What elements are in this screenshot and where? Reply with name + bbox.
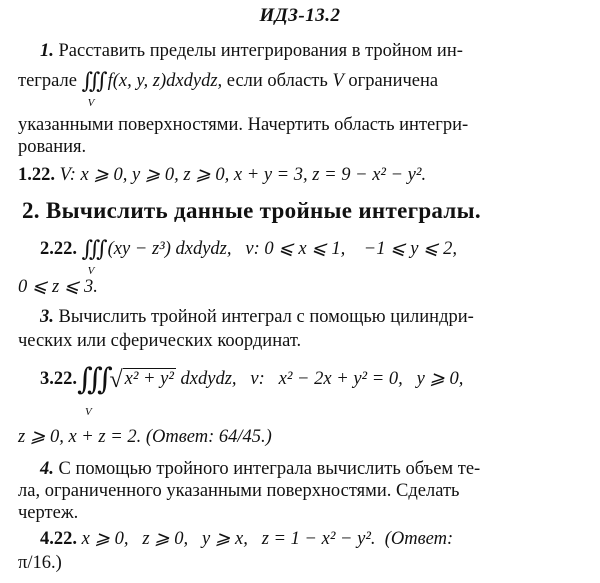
- variant3-region-label: v:: [250, 369, 265, 389]
- variant4-answer-post: π/16.): [18, 553, 62, 573]
- task1-text-line2-pre: теграле: [18, 71, 77, 91]
- integral-region-subscript: V: [87, 265, 95, 277]
- variant2-cond-x: v: 0 ⩽ x ⩽ 1,: [245, 239, 346, 259]
- variant4-formula: x ⩾ 0, z ⩾ 0, y ⩾ x, z = 1 − x² − y².: [81, 529, 376, 549]
- task4-text-line1: С помощью тройного интеграла вычислить объем те-: [58, 459, 481, 479]
- variant3-row: [40, 363, 588, 418]
- triple-integral-symbol: ∭ V: [77, 367, 103, 393]
- triple-integral-symbol: ∭ V: [82, 68, 102, 94]
- task2-number: 2.: [22, 198, 40, 223]
- task2-heading: [22, 198, 588, 224]
- triple-integral-symbol: ∭ V: [82, 236, 102, 262]
- task1-line4: рования.: [18, 137, 87, 157]
- task2-text: Вычислить данные тройные интегралы.: [45, 198, 481, 223]
- variant2-label: 2.22.: [40, 239, 77, 259]
- variant1-label: 1.22.: [18, 165, 55, 185]
- variant3-label: 3.22.: [40, 369, 77, 389]
- task3-line1: [18, 304, 584, 330]
- variant4-row: [40, 526, 588, 552]
- variant3-line2: [18, 424, 584, 450]
- task4-line3: чертеж.: [18, 503, 79, 523]
- task1-number: 1.: [40, 41, 54, 61]
- integral-region-subscript: V: [85, 406, 92, 418]
- task3-text-line1: Вычислить тройной интеграл с помощью цилиндри-: [58, 307, 474, 327]
- variant3-answer: (Ответ: 64/45.): [145, 427, 272, 447]
- task1-region-var: V: [332, 71, 344, 91]
- variant3-cond-z: z ⩾ 0, x + z = 2.: [18, 427, 142, 447]
- square-root: √ x² + y²: [109, 367, 174, 393]
- task3-number: 3.: [40, 307, 54, 327]
- variant2-row: [40, 236, 588, 277]
- variant4-answer-line: [18, 550, 584, 576]
- task4-number: 4.: [40, 459, 54, 479]
- variant2-integrand: (xy − z³) dxdydz,: [107, 239, 232, 259]
- task1-text-line1: Расставить пределы интегрирования в тройном ин-: [58, 41, 463, 61]
- task1-integrand: f(x, y, z)dxdydz,: [107, 71, 223, 91]
- variant1-row: [18, 162, 584, 188]
- task3-line2: ческих или сферических координат.: [18, 331, 302, 351]
- integral-region-subscript: V: [87, 97, 95, 109]
- task1-text-line2-post: если область: [226, 71, 328, 91]
- sqrt-content: x² + y²: [124, 369, 174, 389]
- variant2-cond-z: [18, 274, 584, 300]
- variant1-formula: V: x ⩾ 0, y ⩾ 0, z ⩾ 0, x + y = 3, z = 9 − x² − y².: [59, 165, 427, 185]
- task1-line1: [18, 38, 584, 64]
- variant2-cond-z-text: 0 ⩽ z ⩽ 3.: [18, 277, 98, 297]
- task1-text-line2-end: ограничена: [348, 71, 439, 91]
- document-title: ИДЗ-13.2: [259, 5, 341, 26]
- variant4-answer-pre: (Ответ:: [384, 529, 454, 549]
- task1-line3: указанными поверхностями. Начертить область интегри-: [18, 115, 469, 135]
- task4-line2: ла, ограниченного указанными поверхностями. Сделать: [18, 481, 460, 501]
- variant4-label: 4.22.: [40, 529, 77, 549]
- variant3-differential: dxdydz,: [180, 369, 237, 389]
- variant3-cond-y: y ⩾ 0,: [416, 369, 464, 389]
- task1-line2: [18, 68, 584, 109]
- variant3-cond-circle: x² − 2x + y² = 0,: [278, 369, 403, 389]
- variant2-cond-y: −1 ⩽ y ⩽ 2,: [363, 239, 458, 259]
